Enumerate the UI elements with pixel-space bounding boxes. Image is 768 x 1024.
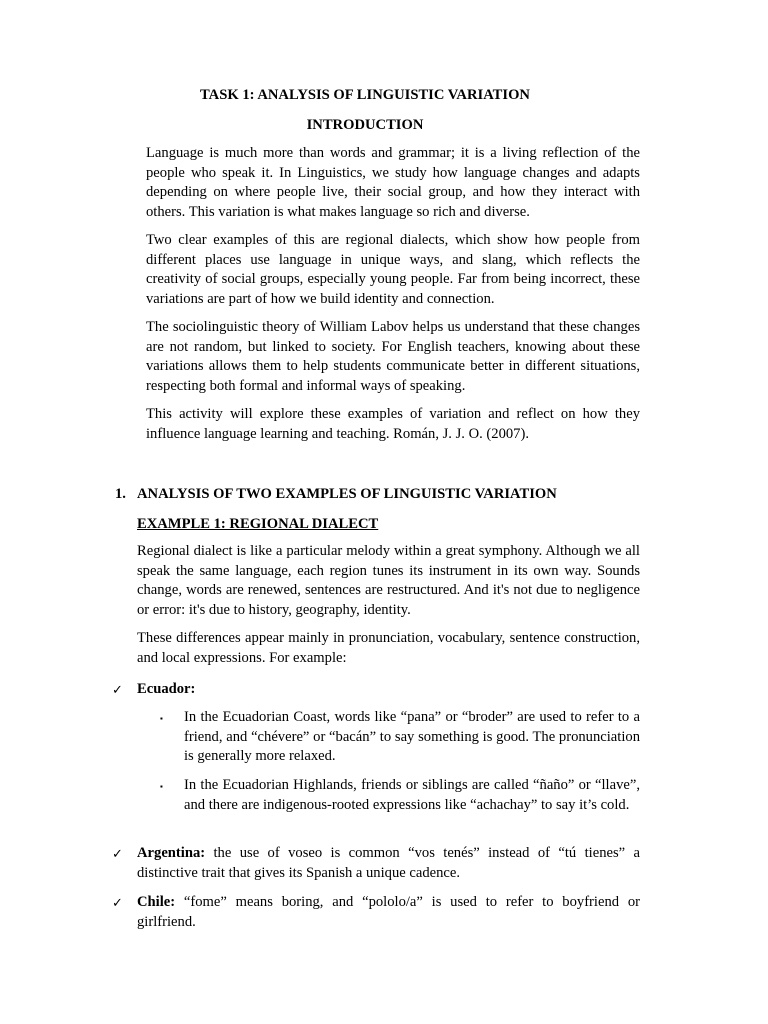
square-bullet-icon: ▪ bbox=[160, 714, 163, 723]
check-icon: ✓ bbox=[112, 682, 123, 697]
intro-paragraph-2: Two clear examples of this are regional dialects, which show how people from different places use language in unique ways, and slang, which reflects the creativity of social groups, especially young people. Far from being incorrect, these variations are part of how we build identity and connection. bbox=[146, 232, 640, 307]
section-1-title: ANALYSIS OF TWO EXAMPLES OF LINGUISTIC VARIATION bbox=[137, 486, 557, 502]
intro-paragraph-1: Language is much more than words and grammar; it is a living reflection of the people who speak it. In Linguistics, we study how language changes and adapts depending on where people live, their social group, and how they interact with others. This variation is what makes language so rich and diverse. bbox=[146, 145, 640, 220]
section-number: 1. bbox=[115, 486, 126, 502]
check-icon: ✓ bbox=[112, 895, 123, 910]
example-1-heading: EXAMPLE 1: REGIONAL DIALECT bbox=[137, 516, 379, 532]
ecuador-bullet-1: In the Ecuadorian Coast, words like “pana” or “broder” are used to refer to a friend, and “chévere” or “bacán” to say something is good. The pronunciation is generally more relaxed. bbox=[184, 709, 640, 764]
square-bullet-icon: ▪ bbox=[160, 782, 163, 791]
chile-item: Chile: “fome” means boring, and “pololo/a” is used to refer to boyfriend or girlfriend. bbox=[137, 894, 640, 930]
example-1-paragraph-1: Regional dialect is like a particular melody within a great symphony. Although we all speak the same language, each region tunes its instrument in its own way. Sounds change, words are renewed, sentences are restructured. And it's not due to negligence or error: it's due to history, geography, identity. bbox=[137, 543, 640, 618]
argentina-item: Argentina: the use of voseo is common “vos tenés” instead of “tú tienes” a distinctive trait that gives its Spanish a unique cadence. bbox=[137, 845, 640, 881]
check-icon: ✓ bbox=[112, 846, 123, 861]
intro-paragraph-3: The sociolinguistic theory of William Labov helps us understand that these changes are not random, but linked to society. For English teachers, knowing about these variations allows them to help students communicate better in different situations, respecting both formal and informal ways of speaking. bbox=[146, 319, 640, 394]
document-title: TASK 1: ANALYSIS OF LINGUISTIC VARIATION bbox=[200, 87, 530, 103]
ecuador-bullet-2: In the Ecuadorian Highlands, friends or siblings are called “ñaño” or “llave”, and there are indigenous-rooted expressions like “achachay” to say it’s cold. bbox=[184, 777, 640, 813]
section-1-heading bbox=[115, 485, 557, 505]
intro-paragraph-4: This activity will explore these examples of variation and reflect on how they influence language learning and teaching. Román, J. J. O. (2007). bbox=[146, 406, 640, 442]
introduction-heading: INTRODUCTION bbox=[306, 117, 424, 133]
ecuador-label: Ecuador: bbox=[137, 681, 196, 697]
example-1-paragraph-2: These differences appear mainly in pronunciation, vocabulary, sentence construction, and local expressions. For example: bbox=[137, 630, 640, 666]
